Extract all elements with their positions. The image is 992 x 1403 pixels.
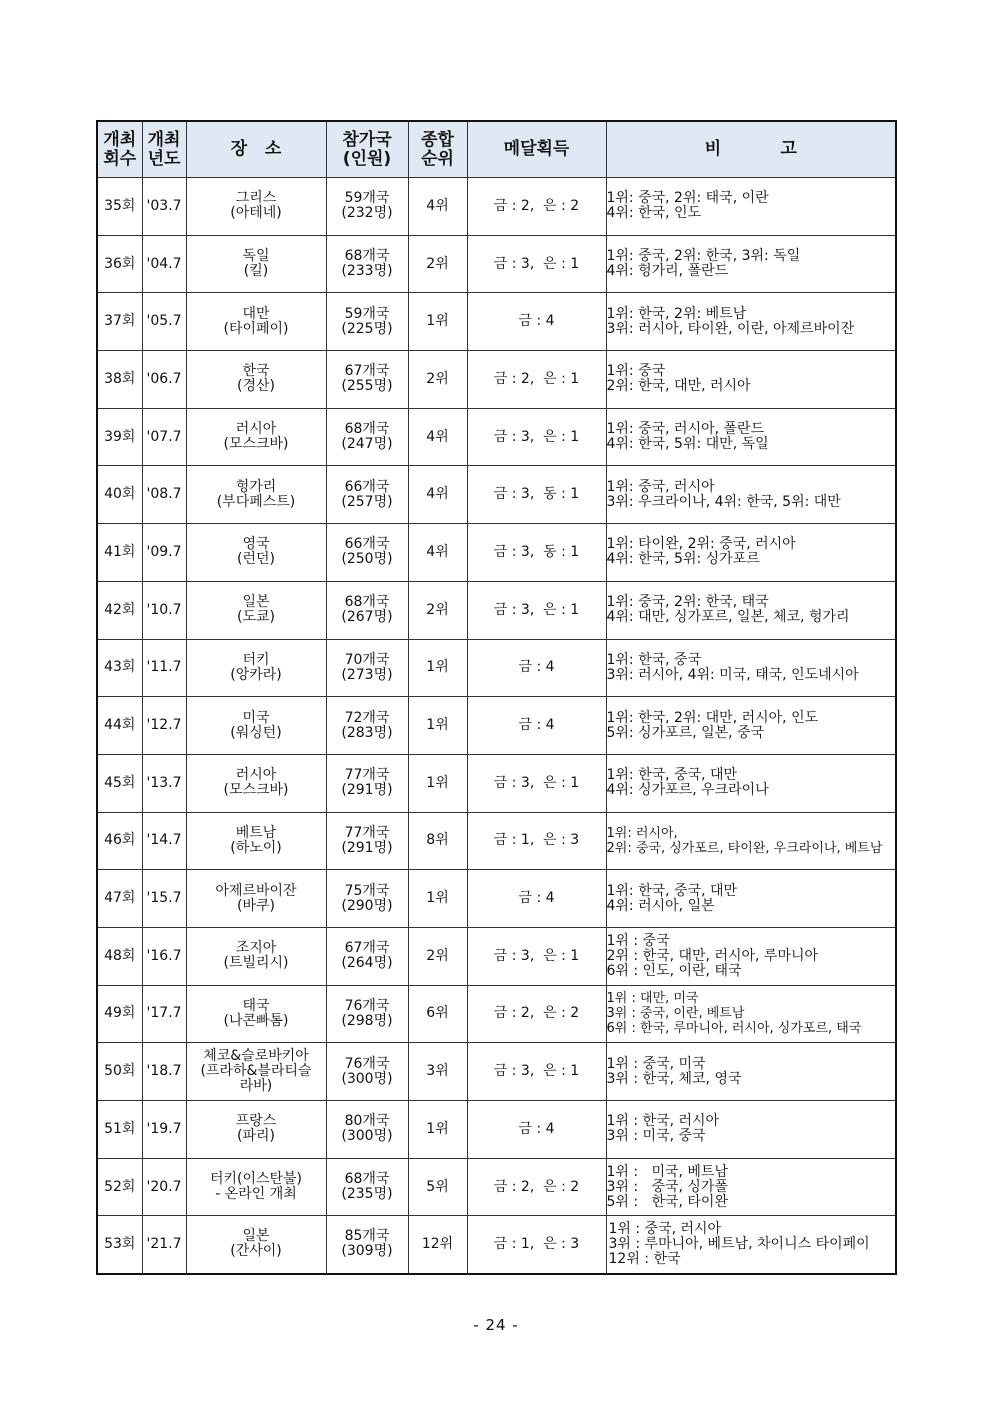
cell-session: 48회: [97, 927, 142, 985]
cell-venue-line: (앙카라): [230, 666, 282, 683]
header-participants: 참가국 (인원): [326, 121, 408, 178]
table-row: [97, 178, 896, 236]
cell-participants-line: (232명): [341, 205, 393, 222]
cell-participants: [326, 408, 408, 466]
cell-venue: [186, 639, 326, 697]
cell-session: 35회: [97, 178, 142, 236]
cell-medals: 금 : 4: [467, 697, 606, 755]
cell-rank: 2위: [408, 351, 467, 409]
cell-remarks-line: 5위 : 한국, 타이완: [606, 1193, 728, 1210]
cell-remarks-line: 1위 : 중국: [606, 932, 670, 949]
cell-remarks-line: 1위 : 대만, 미국: [606, 991, 699, 1007]
cell-rank: 5위: [408, 1158, 467, 1216]
cell-venue: [186, 178, 326, 236]
cell-year: '10.7: [142, 581, 186, 639]
cell-venue: [186, 293, 326, 351]
cell-participants-line: 77개국: [344, 767, 390, 784]
cell-remarks-line: 1위: 중국: [606, 363, 666, 380]
olympiad-results-table: [96, 120, 897, 1275]
cell-venue: [186, 870, 326, 928]
table-row: [97, 697, 896, 755]
cell-remarks-line: 4위: 헝가리, 폴란드: [606, 263, 729, 280]
cell-remarks: [606, 870, 896, 928]
cell-remarks-line: 3위 : 한국, 체코, 영국: [606, 1070, 742, 1087]
cell-remarks-line: 2위: 중국, 싱가포르, 타이완, 우크라이나, 베트남: [606, 840, 883, 856]
cell-venue: [186, 927, 326, 985]
cell-participants-line: 76개국: [344, 1055, 390, 1072]
cell-participants-line: 80개국: [344, 1113, 390, 1130]
cell-remarks-line: 1위: 중국, 2위: 한국, 태국: [606, 594, 769, 611]
cell-session: 36회: [97, 235, 142, 293]
cell-remarks-line: 3위: 우크라이나, 4위: 한국, 5위: 대만: [606, 493, 841, 510]
cell-medals: 금 : 3, 은 : 1: [467, 1043, 606, 1101]
cell-participants-line: (291명): [341, 839, 393, 856]
cell-remarks-line: 1위 : 중국, 미국: [606, 1055, 706, 1072]
cell-venue-line: (아테네): [230, 205, 282, 222]
header-remarks: 비 고: [606, 121, 896, 178]
cell-venue-line: (모스크바): [223, 436, 289, 453]
cell-remarks-line: 1위: 중국, 2위: 태국, 이란: [606, 190, 769, 207]
cell-venue-line: 러시아: [235, 767, 277, 784]
cell-remarks-line: 1위: 러시아,: [606, 825, 678, 841]
table-row: [97, 466, 896, 524]
cell-medals: 금 : 4: [467, 293, 606, 351]
cell-venue-line: 대만: [242, 305, 270, 322]
cell-participants-line: 68개국: [344, 248, 390, 265]
cell-remarks-line: 5위: 싱가포르, 일본, 중국: [606, 724, 765, 741]
header-session: 개최 회수: [97, 121, 142, 178]
cell-remarks-line: 1위: 중국, 러시아: [606, 478, 715, 495]
cell-venue-line: (하노이): [230, 839, 282, 856]
cell-remarks-line: 1위: 중국, 러시아, 폴란드: [606, 421, 765, 438]
cell-participants-line: 72개국: [344, 709, 390, 726]
cell-venue-line: 아제르바이잔: [215, 882, 297, 899]
cell-remarks-line: 1위 : 중국, 러시아: [608, 1220, 722, 1237]
cell-rank: 6위: [408, 985, 467, 1043]
cell-session: 52회: [97, 1158, 142, 1216]
cell-remarks: [606, 178, 896, 236]
cell-year: '07.7: [142, 408, 186, 466]
cell-rank: 4위: [408, 178, 467, 236]
cell-remarks: [606, 408, 896, 466]
cell-medals: 금 : 2, 은 : 2: [467, 178, 606, 236]
cell-participants-line: 68개국: [344, 421, 390, 438]
cell-remarks-line: 4위: 러시아, 일본: [606, 897, 715, 914]
cell-session: 43회: [97, 639, 142, 697]
cell-venue-line: (워싱턴): [230, 724, 282, 741]
cell-venue-line: 체코&슬로바키아: [203, 1048, 309, 1065]
table-row: [97, 1158, 896, 1216]
cell-remarks: [606, 754, 896, 812]
cell-session: 42회: [97, 581, 142, 639]
cell-remarks: [606, 1158, 896, 1216]
cell-year: '16.7: [142, 927, 186, 985]
header-venue: 장 소: [186, 121, 326, 178]
cell-participants: [326, 235, 408, 293]
cell-venue-line: 한국: [242, 363, 270, 380]
cell-venue-line: 헝가리: [235, 478, 277, 495]
cell-session: 47회: [97, 870, 142, 928]
table-row: [97, 927, 896, 985]
table-row: [97, 293, 896, 351]
cell-year: '12.7: [142, 697, 186, 755]
table-row: [97, 1216, 896, 1274]
cell-remarks: [606, 581, 896, 639]
cell-participants: [326, 812, 408, 870]
cell-venue-line: 태국: [242, 997, 270, 1014]
cell-rank: 4위: [408, 524, 467, 582]
cell-medals: 금 : 2, 은 : 2: [467, 985, 606, 1043]
cell-rank: 2위: [408, 581, 467, 639]
cell-venue: [186, 985, 326, 1043]
cell-remarks: [606, 697, 896, 755]
cell-participants: [326, 697, 408, 755]
cell-participants-line: (257명): [341, 493, 393, 510]
cell-remarks: [606, 466, 896, 524]
cell-session: 41회: [97, 524, 142, 582]
cell-session: 38회: [97, 351, 142, 409]
cell-remarks-line: 1위 : 한국, 러시아: [606, 1113, 720, 1130]
cell-remarks-line: 2위 : 한국, 대만, 러시아, 루마니아: [606, 947, 819, 964]
cell-remarks: [606, 235, 896, 293]
cell-participants: [326, 985, 408, 1043]
cell-year: '04.7: [142, 235, 186, 293]
cell-rank: 1위: [408, 697, 467, 755]
cell-venue-line: (타이페이): [223, 320, 289, 337]
cell-remarks-line: 3위 : 미국, 중국: [606, 1128, 706, 1145]
cell-remarks-line: 1위: 한국, 중국, 대만: [606, 767, 738, 784]
cell-year: '11.7: [142, 639, 186, 697]
cell-participants: [326, 524, 408, 582]
cell-venue-line: - 온라인 개최: [215, 1186, 297, 1203]
cell-session: 51회: [97, 1101, 142, 1159]
cell-remarks-line: 1위: 한국, 중국, 대만: [606, 882, 738, 899]
cell-participants-line: (273명): [341, 666, 393, 683]
cell-remarks-line: 3위 : 중국, 이란, 베트남: [606, 1006, 745, 1022]
cell-session: 50회: [97, 1043, 142, 1101]
cell-venue: [186, 408, 326, 466]
cell-participants: [326, 466, 408, 524]
cell-rank: 1위: [408, 293, 467, 351]
cell-remarks-line: 6위 : 한국, 루마니아, 러시아, 싱가포르, 태국: [606, 1021, 862, 1037]
cell-participants: [326, 293, 408, 351]
cell-remarks-line: 3위: 러시아, 4위: 미국, 태국, 인도네시아: [606, 666, 859, 683]
cell-year: '17.7: [142, 985, 186, 1043]
cell-remarks: [606, 351, 896, 409]
cell-venue-line: (부다페스트): [216, 493, 296, 510]
cell-medals: 금 : 1, 은 : 3: [467, 812, 606, 870]
cell-venue: [186, 351, 326, 409]
cell-year: '13.7: [142, 754, 186, 812]
cell-remarks-line: 4위: 한국, 5위: 싱가포르: [606, 551, 760, 568]
cell-medals: 금 : 3, 은 : 1: [467, 581, 606, 639]
cell-medals: 금 : 4: [467, 1101, 606, 1159]
table-row: [97, 524, 896, 582]
cell-venue-line: 프랑스: [235, 1113, 277, 1130]
table-row: [97, 985, 896, 1043]
cell-session: 44회: [97, 697, 142, 755]
cell-remarks-line: 12위 : 한국: [608, 1250, 681, 1267]
cell-venue: [186, 466, 326, 524]
cell-medals: 금 : 3, 은 : 1: [467, 235, 606, 293]
cell-remarks: [606, 1101, 896, 1159]
cell-medals: 금 : 3, 동 : 1: [467, 466, 606, 524]
cell-venue-line: (경산): [237, 378, 275, 395]
cell-venue-line: 그리스: [235, 190, 277, 207]
cell-participants-line: (283명): [341, 724, 393, 741]
cell-venue: [186, 754, 326, 812]
cell-participants: [326, 1216, 408, 1274]
cell-year: '09.7: [142, 524, 186, 582]
cell-year: '21.7: [142, 1216, 186, 1274]
cell-participants-line: (298명): [341, 1012, 393, 1029]
cell-participants-line: (225명): [341, 320, 393, 337]
cell-participants-line: 59개국: [344, 305, 390, 322]
cell-rank: 8위: [408, 812, 467, 870]
cell-remarks: [606, 927, 896, 985]
cell-remarks-line: 4위: 한국, 5위: 대만, 독일: [606, 436, 769, 453]
cell-participants-line: 68개국: [344, 594, 390, 611]
cell-year: '05.7: [142, 293, 186, 351]
cell-rank: 2위: [408, 927, 467, 985]
cell-remarks-line: 1위: 한국, 2위: 베트남: [606, 305, 747, 322]
cell-participants-line: 85개국: [344, 1228, 390, 1245]
cell-participants: [326, 1101, 408, 1159]
cell-participants-line: (291명): [341, 782, 393, 799]
cell-participants: [326, 1158, 408, 1216]
cell-rank: 1위: [408, 870, 467, 928]
cell-year: '03.7: [142, 178, 186, 236]
cell-participants-line: 59개국: [344, 190, 390, 207]
cell-participants: [326, 178, 408, 236]
table-header-row: [97, 121, 896, 178]
cell-medals: 금 : 3, 은 : 1: [467, 754, 606, 812]
cell-remarks: [606, 1216, 896, 1274]
cell-year: '19.7: [142, 1101, 186, 1159]
cell-remarks-line: 4위: 한국, 인도: [606, 205, 702, 222]
cell-venue-line: (트빌리시): [223, 955, 289, 972]
cell-participants: [326, 1043, 408, 1101]
table-body: [97, 178, 896, 1274]
cell-participants-line: 66개국: [344, 478, 390, 495]
cell-venue-line: 독일: [242, 248, 270, 265]
cell-venue-line: 터키(이스탄불): [209, 1171, 303, 1188]
cell-venue-line: (도쿄): [237, 609, 275, 626]
cell-medals: 금 : 4: [467, 639, 606, 697]
cell-participants-line: (290명): [341, 897, 393, 914]
cell-venue: [186, 1216, 326, 1274]
cell-session: 53회: [97, 1216, 142, 1274]
cell-remarks: [606, 639, 896, 697]
cell-participants-line: 67개국: [344, 363, 390, 380]
cell-year: '18.7: [142, 1043, 186, 1101]
cell-venue: [186, 581, 326, 639]
cell-venue: [186, 1043, 326, 1101]
table-row: [97, 408, 896, 466]
cell-participants-line: (233명): [341, 263, 393, 280]
cell-venue-line: 일본: [242, 594, 270, 611]
cell-participants-line: 75개국: [344, 882, 390, 899]
cell-participants-line: 70개국: [344, 651, 390, 668]
cell-venue-line: (모스크바): [223, 782, 289, 799]
cell-venue-line: (바쿠): [237, 897, 275, 914]
cell-rank: 12위: [408, 1216, 467, 1274]
cell-participants: [326, 927, 408, 985]
cell-venue-line: 미국: [242, 709, 270, 726]
table-row: [97, 351, 896, 409]
cell-participants: [326, 754, 408, 812]
cell-participants: [326, 870, 408, 928]
header-rank: 종합 순위: [408, 121, 467, 178]
header-year: 개최 년도: [142, 121, 186, 178]
cell-medals: 금 : 2, 은 : 1: [467, 351, 606, 409]
cell-participants: [326, 351, 408, 409]
cell-venue: [186, 524, 326, 582]
cell-participants-line: (300명): [341, 1070, 393, 1087]
cell-year: '06.7: [142, 351, 186, 409]
cell-venue-line: (킬): [243, 263, 269, 280]
cell-session: 49회: [97, 985, 142, 1043]
cell-venue: [186, 697, 326, 755]
cell-participants-line: (255명): [341, 378, 393, 395]
cell-medals: 금 : 3, 은 : 1: [467, 927, 606, 985]
cell-participants-line: 68개국: [344, 1171, 390, 1188]
cell-venue: [186, 1101, 326, 1159]
cell-remarks-line: 1위: 중국, 2위: 한국, 3위: 독일: [606, 248, 801, 265]
cell-participants-line: (309명): [341, 1243, 393, 1260]
cell-participants-line: 67개국: [344, 940, 390, 957]
cell-rank: 3위: [408, 1043, 467, 1101]
table-row: [97, 870, 896, 928]
cell-venue: [186, 235, 326, 293]
cell-session: 37회: [97, 293, 142, 351]
cell-remarks: [606, 812, 896, 870]
page-number: - 24 -: [473, 1316, 519, 1334]
cell-venue-line: (런던): [237, 551, 275, 568]
cell-medals: 금 : 3, 동 : 1: [467, 524, 606, 582]
cell-participants-line: (264명): [341, 955, 393, 972]
cell-medals: 금 : 4: [467, 870, 606, 928]
cell-remarks-line: 1위: 한국, 중국: [606, 651, 702, 668]
cell-participants-line: 76개국: [344, 997, 390, 1014]
cell-venue-line: (프라하&블라티슬: [200, 1063, 312, 1080]
cell-participants: [326, 581, 408, 639]
cell-year: '14.7: [142, 812, 186, 870]
cell-venue-line: (파리): [237, 1128, 275, 1145]
cell-rank: 1위: [408, 639, 467, 697]
cell-remarks-line: 1위: 한국, 2위: 대만, 러시아, 인도: [606, 709, 819, 726]
table-row: [97, 812, 896, 870]
cell-remarks: [606, 293, 896, 351]
cell-remarks-line: 2위: 한국, 대만, 러시아: [606, 378, 751, 395]
cell-rank: 4위: [408, 408, 467, 466]
cell-medals: 금 : 1, 은 : 3: [467, 1216, 606, 1274]
cell-participants-line: (235명): [341, 1186, 393, 1203]
table-row: [97, 639, 896, 697]
cell-session: 45회: [97, 754, 142, 812]
table-row: [97, 581, 896, 639]
cell-rank: 1위: [408, 754, 467, 812]
cell-venue-line: 러시아: [235, 421, 277, 438]
cell-remarks-line: 4위: 싱가포르, 우크라이나: [606, 782, 769, 799]
cell-remarks-line: 3위: 러시아, 타이완, 이란, 아제르바이잔: [606, 320, 855, 337]
cell-remarks: [606, 985, 896, 1043]
cell-remarks-line: 3위 : 중국, 싱가폴: [606, 1178, 728, 1195]
table-row: [97, 1043, 896, 1101]
cell-session: 39회: [97, 408, 142, 466]
cell-participants: [326, 639, 408, 697]
cell-session: 40회: [97, 466, 142, 524]
cell-venue-line: (나콘빠톰): [223, 1012, 289, 1029]
cell-year: '20.7: [142, 1158, 186, 1216]
cell-venue: [186, 812, 326, 870]
table-row: [97, 754, 896, 812]
cell-medals: 금 : 3, 은 : 1: [467, 408, 606, 466]
cell-participants-line: (247명): [341, 436, 393, 453]
cell-remarks-line: 3위 : 루마니아, 베트남, 차이니스 타이페이: [608, 1235, 870, 1252]
cell-remarks-line: 1위: 타이완, 2위: 중국, 러시아: [606, 536, 796, 553]
cell-rank: 1위: [408, 1101, 467, 1159]
cell-participants-line: (300명): [341, 1128, 393, 1145]
header-medals: 메달획득: [467, 121, 606, 178]
cell-session: 46회: [97, 812, 142, 870]
cell-venue-line: 일본: [242, 1228, 270, 1245]
cell-venue-line: 라바): [239, 1078, 273, 1095]
cell-remarks-line: 1위 : 미국, 베트남: [606, 1163, 728, 1180]
cell-rank: 4위: [408, 466, 467, 524]
cell-year: '15.7: [142, 870, 186, 928]
cell-remarks: [606, 1043, 896, 1101]
cell-venue-line: 베트남: [235, 824, 277, 841]
cell-participants-line: (250명): [341, 551, 393, 568]
cell-rank: 2위: [408, 235, 467, 293]
cell-year: '08.7: [142, 466, 186, 524]
cell-medals: 금 : 2, 은 : 2: [467, 1158, 606, 1216]
cell-remarks: [606, 524, 896, 582]
cell-venue-line: 조지아: [235, 940, 277, 957]
cell-venue-line: (간사이): [230, 1243, 282, 1260]
cell-remarks-line: 6위 : 인도, 이란, 태국: [606, 962, 742, 979]
cell-venue: [186, 1158, 326, 1216]
cell-participants-line: (267명): [341, 609, 393, 626]
table-row: [97, 235, 896, 293]
table-row: [97, 1101, 896, 1159]
cell-participants-line: 77개국: [344, 824, 390, 841]
cell-participants-line: 66개국: [344, 536, 390, 553]
cell-venue-line: 터키: [242, 651, 270, 668]
cell-venue-line: 영국: [242, 536, 270, 553]
cell-remarks-line: 4위: 대만, 싱가포르, 일본, 체코, 헝가리: [606, 609, 850, 626]
